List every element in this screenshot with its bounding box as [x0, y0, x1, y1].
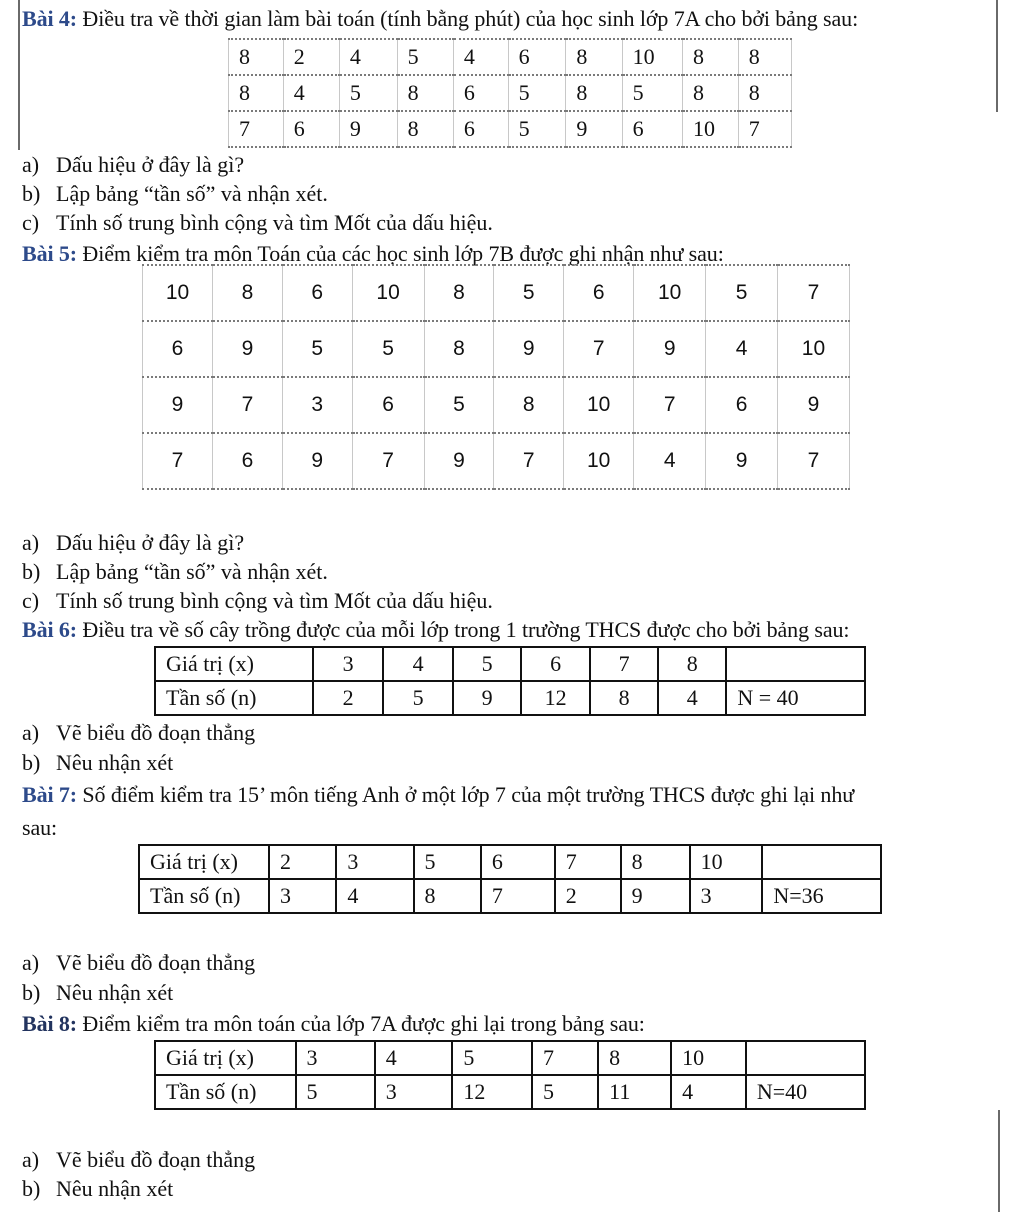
- table-cell: 4: [671, 1075, 746, 1109]
- table-cell: 6: [706, 377, 778, 433]
- question-text: Dấu hiệu ở đây là gì?: [56, 530, 245, 555]
- table-cell: 7: [481, 879, 555, 913]
- table-cell: 9: [213, 321, 283, 377]
- table-row: [229, 39, 792, 75]
- table-row: [155, 647, 865, 681]
- table-cell: 2: [313, 681, 383, 715]
- table-cell: 6: [283, 111, 339, 147]
- question-text: Tính số trung bình cộng và tìm Mốt của dấu hiệu.: [56, 588, 493, 613]
- question-text: Nêu nhận xét: [56, 1176, 174, 1201]
- table-cell: 10: [671, 1041, 746, 1075]
- table-cell: 6: [352, 377, 424, 433]
- question-item: [22, 588, 493, 614]
- table-cell: 5: [414, 845, 481, 879]
- table-cell: 9: [282, 433, 352, 489]
- question-item: [22, 1147, 255, 1173]
- table-cell: 8: [397, 75, 453, 111]
- table-cell: 6: [453, 75, 508, 111]
- table-cell: 9: [634, 321, 706, 377]
- empty-cell: [746, 1041, 865, 1075]
- table-cell: 3: [282, 377, 352, 433]
- table-cell: 7: [494, 433, 564, 489]
- table-cell: 10: [634, 265, 706, 321]
- table-cell: 8: [424, 265, 494, 321]
- table-cell: 8: [738, 75, 791, 111]
- table-row: [155, 681, 865, 715]
- question-text: Nêu nhận xét: [56, 980, 174, 1005]
- table-cell: 8: [213, 265, 283, 321]
- table-cell: 7: [352, 433, 424, 489]
- bai6-frequency-table: [154, 646, 866, 716]
- question-marker: a): [22, 1147, 40, 1172]
- table-cell: 4: [634, 433, 706, 489]
- table-cell: 5: [352, 321, 424, 377]
- table-cell: 5: [383, 681, 453, 715]
- question-item: [22, 1176, 173, 1202]
- left-margin-line: [18, 0, 20, 150]
- table-row: [229, 75, 792, 111]
- table-cell: 5: [706, 265, 778, 321]
- table-cell: 7: [532, 1041, 598, 1075]
- table-cell: 6: [481, 845, 555, 879]
- table-cell: 8: [566, 75, 622, 111]
- question-marker: a): [22, 530, 40, 555]
- row-header-cell: Tần số (n): [139, 879, 269, 913]
- table-cell: 5: [397, 39, 453, 75]
- question-text: Lập bảng “tần số” và nhận xét.: [56, 559, 328, 584]
- bai7-text: Số điểm kiểm tra 15’ môn tiếng Anh ở một lớp 7 của một trường THCS được ghi lại như: [82, 782, 855, 807]
- table-cell: 5: [508, 75, 566, 111]
- question-item: [22, 720, 255, 746]
- total-cell: N = 40: [726, 681, 865, 715]
- table-cell: 6: [564, 265, 634, 321]
- table-row: [155, 1041, 865, 1075]
- table-row: [143, 377, 850, 433]
- bai6-title: [22, 617, 849, 643]
- table-cell: 2: [269, 845, 336, 879]
- table-cell: 10: [564, 377, 634, 433]
- question-text: Nêu nhận xét: [56, 750, 174, 775]
- bai8-label: Bài 8:: [22, 1011, 78, 1036]
- bai5-text: Điểm kiểm tra môn Toán của các học sinh lớp 7B được ghi nhận như sau:: [82, 241, 724, 266]
- question-item: [22, 181, 328, 207]
- table-cell: 9: [566, 111, 622, 147]
- table-cell: 4: [336, 879, 413, 913]
- table-cell: 8: [424, 321, 494, 377]
- table-cell: 4: [658, 681, 726, 715]
- table-cell: 9: [494, 321, 564, 377]
- table-cell: 3: [313, 647, 383, 681]
- table-cell: 7: [229, 111, 284, 147]
- table-cell: 8: [621, 845, 690, 879]
- table-cell: 8: [590, 681, 658, 715]
- question-text: Vẽ biểu đồ đoạn thẳng: [56, 950, 256, 975]
- bai8-text: Điểm kiểm tra môn toán của lớp 7A được ghi lại trong bảng sau:: [82, 1011, 645, 1036]
- table-cell: 6: [453, 111, 508, 147]
- table-cell: 5: [339, 75, 397, 111]
- row-header-cell: Giá trị (x): [139, 845, 269, 879]
- table-cell: 5: [282, 321, 352, 377]
- bai7-frequency-table: [138, 844, 882, 914]
- question-item: [22, 559, 328, 585]
- table-cell: 9: [706, 433, 778, 489]
- table-cell: 10: [690, 845, 763, 879]
- table-cell: 9: [424, 433, 494, 489]
- question-text: Dấu hiệu ở đây là gì?: [56, 152, 245, 177]
- table-cell: 8: [738, 39, 791, 75]
- question-marker: c): [22, 588, 40, 613]
- table-cell: 6: [521, 647, 590, 681]
- question-item: [22, 950, 255, 976]
- bai6-text: Điều tra về số cây trồng được của mỗi lớp trong 1 trường THCS được cho bởi bảng sau:: [82, 617, 850, 642]
- table-cell: 6: [508, 39, 566, 75]
- table-cell: 4: [283, 75, 339, 111]
- table-cell: 10: [682, 111, 738, 147]
- bai8-frequency-table: [154, 1040, 866, 1110]
- question-marker: b): [22, 980, 41, 1005]
- table-cell: 6: [282, 265, 352, 321]
- question-text: Vẽ biểu đồ đoạn thẳng: [56, 720, 256, 745]
- table-cell: 9: [777, 377, 849, 433]
- table-cell: 9: [453, 681, 521, 715]
- bai6-label: Bài 6:: [22, 617, 78, 642]
- table-row: [139, 845, 881, 879]
- table-cell: 6: [622, 111, 682, 147]
- table-cell: 8: [566, 39, 622, 75]
- table-cell: 10: [622, 39, 682, 75]
- table-cell: 5: [453, 647, 521, 681]
- table-cell: 5: [622, 75, 682, 111]
- table-row: [143, 265, 850, 321]
- table-cell: 4: [453, 39, 508, 75]
- table-cell: 8: [682, 75, 738, 111]
- table-cell: 3: [336, 845, 413, 879]
- table-cell: 8: [682, 39, 738, 75]
- table-cell: 8: [494, 377, 564, 433]
- row-header-cell: Giá trị (x): [155, 647, 313, 681]
- bai4-text: Điều tra về thời gian làm bài toán (tính bằng phút) của học sinh lớp 7A cho bởi bảng sau:: [82, 6, 859, 31]
- table-cell: 5: [494, 265, 564, 321]
- table-cell: 8: [658, 647, 726, 681]
- table-row: [229, 111, 792, 147]
- total-cell: N=36: [762, 879, 881, 913]
- table-cell: 4: [383, 647, 453, 681]
- bai4-label: Bài 4:: [22, 6, 78, 31]
- table-cell: 5: [296, 1075, 375, 1109]
- table-cell: 2: [555, 879, 621, 913]
- table-cell: 4: [375, 1041, 453, 1075]
- table-cell: 8: [229, 75, 284, 111]
- table-cell: 7: [738, 111, 791, 147]
- bai5-data-table: [142, 264, 850, 490]
- question-marker: a): [22, 152, 40, 177]
- table-cell: 3: [269, 879, 336, 913]
- question-item: [22, 750, 173, 776]
- table-cell: 8: [598, 1041, 671, 1075]
- table-cell: 9: [143, 377, 213, 433]
- table-cell: 11: [598, 1075, 671, 1109]
- table-cell: 7: [564, 321, 634, 377]
- table-cell: 2: [283, 39, 339, 75]
- table-cell: 7: [777, 265, 849, 321]
- question-item: [22, 210, 493, 236]
- table-cell: 6: [213, 433, 283, 489]
- question-marker: a): [22, 950, 40, 975]
- question-marker: b): [22, 559, 41, 584]
- table-cell: 7: [634, 377, 706, 433]
- question-text: Lập bảng “tần số” và nhận xét.: [56, 181, 328, 206]
- table-row: [155, 1075, 865, 1109]
- table-cell: 7: [143, 433, 213, 489]
- row-header-cell: Tần số (n): [155, 681, 313, 715]
- table-cell: 3: [690, 879, 763, 913]
- table-cell: 5: [532, 1075, 598, 1109]
- table-cell: 9: [339, 111, 397, 147]
- bai7-label: Bài 7:: [22, 782, 78, 807]
- table-cell: 5: [424, 377, 494, 433]
- table-cell: 10: [143, 265, 213, 321]
- table-cell: 7: [555, 845, 621, 879]
- row-header-cell: Giá trị (x): [155, 1041, 296, 1075]
- bai7-title-continued: sau:: [22, 815, 58, 840]
- bai8-title: [22, 1011, 645, 1037]
- table-cell: 8: [414, 879, 481, 913]
- total-cell: N=40: [746, 1075, 865, 1109]
- table-cell: 8: [397, 111, 453, 147]
- row-header-cell: Tần số (n): [155, 1075, 296, 1109]
- table-cell: 3: [375, 1075, 453, 1109]
- question-item: [22, 152, 244, 178]
- question-marker: b): [22, 1176, 41, 1201]
- table-cell: 5: [452, 1041, 532, 1075]
- table-cell: 9: [621, 879, 690, 913]
- table-row: [139, 879, 881, 913]
- right-margin-line-bottom: [998, 1110, 1000, 1212]
- table-row: [143, 321, 850, 377]
- question-item: [22, 980, 173, 1006]
- question-marker: c): [22, 210, 40, 235]
- table-cell: 4: [339, 39, 397, 75]
- table-cell: 6: [143, 321, 213, 377]
- table-cell: 3: [296, 1041, 375, 1075]
- table-cell: 7: [590, 647, 658, 681]
- empty-cell: [726, 647, 865, 681]
- bai4-data-table: [228, 38, 792, 148]
- bai5-label: Bài 5:: [22, 241, 78, 266]
- bai7-title: [22, 782, 854, 808]
- bai4-title: [22, 6, 858, 32]
- table-cell: 10: [777, 321, 849, 377]
- table-cell: 12: [452, 1075, 532, 1109]
- table-cell: 10: [352, 265, 424, 321]
- question-marker: a): [22, 720, 40, 745]
- question-item: [22, 530, 244, 556]
- table-cell: 7: [213, 377, 283, 433]
- empty-cell: [762, 845, 881, 879]
- question-text: Vẽ biểu đồ đoạn thẳng: [56, 1147, 256, 1172]
- table-cell: 8: [229, 39, 284, 75]
- table-cell: 5: [508, 111, 566, 147]
- table-cell: 4: [706, 321, 778, 377]
- question-marker: b): [22, 750, 41, 775]
- question-text: Tính số trung bình cộng và tìm Mốt của dấu hiệu.: [56, 210, 493, 235]
- table-cell: 7: [777, 433, 849, 489]
- table-cell: 12: [521, 681, 590, 715]
- question-marker: b): [22, 181, 41, 206]
- table-cell: 10: [564, 433, 634, 489]
- table-row: [143, 433, 850, 489]
- right-margin-line: [996, 0, 998, 112]
